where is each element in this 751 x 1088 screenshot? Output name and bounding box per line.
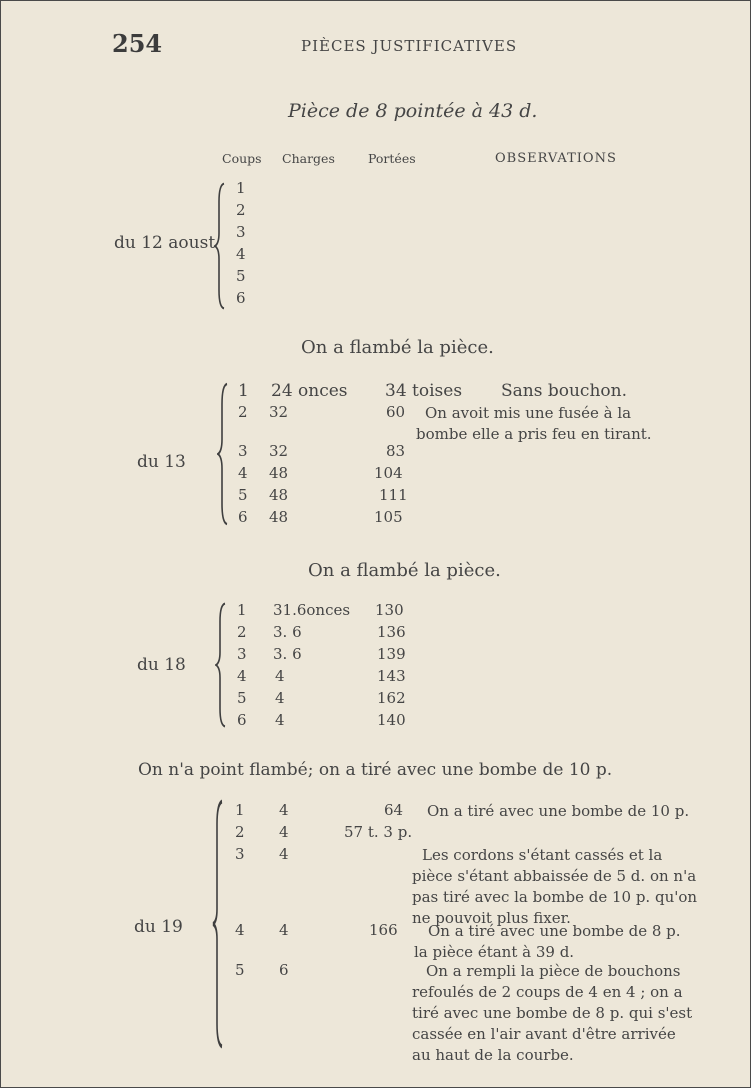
charge-value: 4 <box>279 921 289 939</box>
observation-text: On a tiré avec une bombe de 10 p. <box>427 802 690 820</box>
coup-number: 2 <box>237 623 247 641</box>
charge-value: 32 <box>269 403 289 421</box>
observation-text: pièce s'étant abbaissée de 5 d. on n'a <box>412 867 697 885</box>
observation-text: cassée en l'air avant d'être arrivée <box>412 1025 676 1043</box>
portee-value: 104 <box>374 464 403 482</box>
observation-text: refoulés de 2 coups de 4 en 4 ; on a <box>412 983 683 1001</box>
charge-value: 4 <box>279 801 289 819</box>
coup-number: 5 <box>237 689 247 707</box>
portee-value: 105 <box>374 508 403 526</box>
portee-value: 64 <box>384 801 404 819</box>
coup-number: 5 <box>236 267 246 285</box>
coup-number: 5 <box>235 961 245 979</box>
coup-number: 3 <box>236 223 246 241</box>
section-title: Pièce de 8 pointée à 43 d. <box>288 100 538 122</box>
portee-value: 57 t. 3 p. <box>344 823 413 841</box>
portee-value: 83 <box>386 442 406 460</box>
charge-value: 31.6onces <box>273 601 351 619</box>
observation-text: la pièce étant à 39 d. <box>414 943 575 961</box>
coup-number: 4 <box>236 245 246 263</box>
observation-text: bombe elle a pris feu en tirant. <box>416 425 652 443</box>
column-header-coups: Coups <box>222 151 262 166</box>
portee-value: 130 <box>375 601 404 619</box>
group-date: du 13 <box>137 452 186 472</box>
brace-icon <box>217 381 229 527</box>
charge-value: 32 <box>269 442 289 460</box>
observation-text: pas tiré avec la bombe de 10 p. qu'on <box>412 888 698 906</box>
charge-value: 4 <box>275 667 285 685</box>
charge-value: 4 <box>275 689 285 707</box>
portee-value: 136 <box>377 623 406 641</box>
charge-value: 4 <box>275 711 285 729</box>
charge-value: 6 <box>279 961 289 979</box>
coup-number: 6 <box>236 289 246 307</box>
coup-number: 1 <box>237 601 247 619</box>
charge-value: 3. 6 <box>273 623 302 641</box>
portee-value: 34 toises <box>385 381 463 401</box>
coup-number: 1 <box>238 381 249 401</box>
coup-number: 3 <box>238 442 248 460</box>
coup-number: 1 <box>235 801 245 819</box>
group-date: du 19 <box>134 917 183 937</box>
observation-text: tiré avec une bombe de 8 p. qui s'est <box>412 1004 693 1022</box>
portee-value: 143 <box>377 667 406 685</box>
observation-text: On a rempli la pièce de bouchons <box>426 962 681 980</box>
charge-value: 3. 6 <box>273 645 302 663</box>
coup-number: 2 <box>236 201 246 219</box>
observation-text: On avoit mis une fusée à la <box>425 404 632 422</box>
observation-text: au haut de la courbe. <box>412 1046 574 1064</box>
brace-icon <box>212 799 224 1049</box>
observation-text: Sans bouchon. <box>501 381 627 401</box>
note-no-flambe: On n'a point flambé; on a tiré avec une bombe de 10 p. <box>138 760 613 780</box>
observation-text: On a tiré avec une bombe de 8 p. <box>428 922 681 940</box>
coup-number: 2 <box>238 403 248 421</box>
coup-number: 4 <box>235 921 245 939</box>
charge-value: 48 <box>269 464 289 482</box>
observation-text: Les cordons s'étant cassés et la <box>422 846 663 864</box>
charge-value: 4 <box>279 823 289 841</box>
running-head: PIÈCES JUSTIFICATIVES <box>301 37 518 55</box>
group-date: du 12 aoust <box>114 233 216 253</box>
portee-value: 140 <box>377 711 406 729</box>
portee-value: 139 <box>377 645 406 663</box>
coup-number: 6 <box>237 711 247 729</box>
charge-value: 24 onces <box>271 381 348 401</box>
charge-value: 4 <box>279 845 289 863</box>
coup-number: 4 <box>238 464 248 482</box>
page-number: 254 <box>112 29 163 58</box>
group-date: du 18 <box>137 655 186 675</box>
column-header-observations: OBSERVATIONS <box>495 151 617 166</box>
column-header-charges: Charges <box>282 151 335 166</box>
brace-icon <box>214 181 226 311</box>
coup-number: 1 <box>236 179 246 197</box>
note-flambe: On a flambé la pièce. <box>308 560 501 581</box>
coup-number: 6 <box>238 508 248 526</box>
portee-value: 111 <box>379 486 408 504</box>
coup-number: 4 <box>237 667 247 685</box>
column-header-portees: Portées <box>368 151 416 166</box>
coup-number: 2 <box>235 823 245 841</box>
coup-number: 5 <box>238 486 248 504</box>
brace-icon <box>215 601 227 729</box>
portee-value: 60 <box>386 403 406 421</box>
note-flambe: On a flambé la pièce. <box>301 337 494 358</box>
portee-value: 166 <box>369 921 398 939</box>
coup-number: 3 <box>237 645 247 663</box>
portee-value: 162 <box>377 689 406 707</box>
coup-number: 3 <box>235 845 245 863</box>
observation-text: ne pouvoit plus fixer. <box>412 909 571 927</box>
charge-value: 48 <box>269 486 289 504</box>
charge-value: 48 <box>269 508 289 526</box>
